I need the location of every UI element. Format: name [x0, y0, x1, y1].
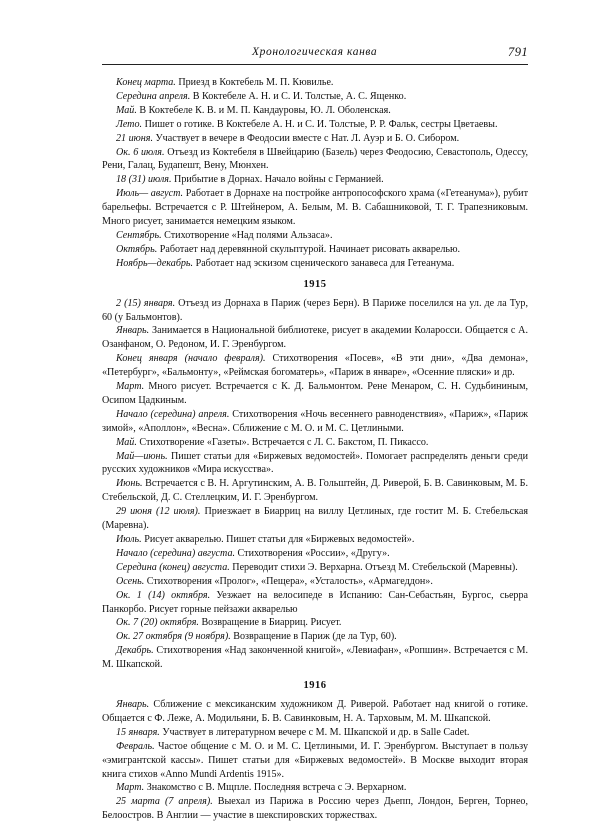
entry-date: Март. — [116, 381, 145, 393]
entry-date: Май. — [116, 104, 137, 116]
chronology-entry — [102, 561, 528, 575]
entry-date: Начало (середина) апреля. — [116, 408, 230, 420]
entry-text: Выехал из Парижа в Россию через Дьепп, Лондон, Берген, Торнео, Белоостров. В Англии — участие в шекспировских торжествах. — [102, 796, 529, 822]
running-header — [102, 44, 528, 64]
entry-text: Возвращение в Биарриц. Рисует. — [198, 617, 342, 629]
entry-date: Середина (конец) августа. — [116, 561, 230, 573]
chronology-entry — [102, 740, 528, 782]
entry-date: Май—июнь. — [116, 450, 168, 462]
entry-text: Сближение с мексиканским художником Д. Риверой. Работает над книгой о готике. Общается с Ф. Леже, А. Модильяни, Б. В. Савинковым, Н. А. Тарховым, М. М. Шкапской. — [102, 698, 528, 724]
entry-date: 29 июня (12 июля). — [116, 506, 201, 518]
entry-text: Прибытие в Дорнах. Начало войны с Германией. — [171, 174, 384, 186]
chronology-entry — [102, 616, 528, 630]
entry-text: Стихотворения «Ночь весеннего равноденствия», «Париж», «Париж зимой», «Аполлон», «Весна». Сближение с М. О. и М. С. Цетлиными. — [102, 408, 529, 434]
chronology-body — [102, 76, 528, 823]
entry-text: Уезжает на велосипеде в Испанию: Сан-Себастьян, Бургос, сьерра Панкорбо. Рисует горные пейзажи акварелью — [102, 589, 528, 615]
chronology-entry — [102, 146, 528, 174]
chronology-entry — [102, 781, 528, 795]
entry-date: Январь. — [116, 698, 150, 710]
entry-date: 21 июня. — [116, 132, 154, 144]
entry-text: Много рисует. Встречается с К. Д. Бальмонтом. Рене Менаром, С. Н. Судьбининым, Осипом Цадкиным. — [102, 381, 528, 406]
chronology-entry — [102, 90, 528, 104]
entry-date: Конец января (начало февраля). — [116, 353, 266, 365]
entry-text: Стихотворение «Газеты». Встречается с Л. С. Бакстом, П. Пикассо. — [136, 436, 429, 448]
entry-date: Декабрь. — [116, 645, 154, 657]
entry-text: Возвращение в Париж (де ла Тур, 60). — [230, 631, 397, 643]
chronology-entry — [102, 76, 528, 90]
entry-text: Пишет статьи для «Биржевых ведомостей». Помогает распределять деньги среди русских художников «Мира искусства». — [102, 450, 528, 476]
entry-text: Стихотворения «Посев», «В эти дни», «Два демона», «Петербург», «Бальмонту», «Реймская богоматерь», «Париж в январе», «Осенние пляски» и др. — [102, 353, 528, 379]
page-number: 791 — [508, 45, 528, 59]
entry-text: Работает над деревянной скульптурой. Начинает рисовать акварелью. — [157, 243, 461, 255]
chronology-entry — [102, 450, 528, 478]
entry-date: Осень. — [116, 575, 145, 587]
chronology-entry — [102, 173, 528, 187]
entry-date: Лето. — [116, 118, 143, 130]
chronology-entry — [102, 505, 528, 533]
chronology-entry — [102, 324, 528, 352]
entry-text: Встречается с В. Н. Аргутинским, А. В. Гольштейн, Д. Риверой, Б. В. Савинковым, М. Б. Стебельской, Д. С. Стеллецким, И. Г. Эренбургом. — [102, 478, 528, 504]
chronology-entry — [102, 547, 528, 561]
entry-date: Октябрь. — [116, 243, 158, 255]
entry-text: Стихотворения «Пролог», «Пещера», «Усталость», «Армагеддон». — [144, 575, 433, 587]
chronology-entry — [102, 436, 528, 450]
chronology-entry — [102, 698, 528, 726]
chronology-entry — [102, 352, 528, 380]
entry-text: Занимается в Национальной библиотеке, рисует в академии Коларосси. Общается с А. Озанфаном, О. Редоном, И. Г. Эренбургом. — [102, 325, 528, 351]
chronology-entry — [102, 589, 528, 617]
entry-date: Май. — [116, 436, 137, 448]
chronology-entry — [102, 118, 528, 132]
entry-date: Февраль. — [116, 740, 155, 752]
entry-text: В Коктебеле А. Н. и С. И. Толстые, А. С. Ященко. — [190, 90, 407, 102]
entry-date: Сентябрь. — [116, 229, 162, 241]
chronology-entry — [102, 726, 528, 740]
entry-date: 15 января. — [116, 726, 160, 738]
entry-date: Июнь. — [116, 478, 143, 490]
chronology-entry — [102, 243, 528, 257]
entry-date: Январь. — [116, 325, 150, 337]
entry-text: В Коктебеле К. В. и М. П. Кандауровы, Ю. Л. Оболенская. — [136, 104, 391, 116]
chronology-entry — [102, 380, 528, 408]
chronology-entry — [102, 104, 528, 118]
year-heading: 1915 — [303, 278, 327, 290]
entry-date: 2 (15) января. — [116, 297, 176, 309]
entry-text: Приезд в Коктебель М. П. Кювилье. — [175, 77, 334, 88]
entry-date: 18 (31) июля. — [116, 174, 172, 186]
entry-text: Стихотворения «России», «Другу». — [235, 547, 390, 559]
entry-text: Отъезд из Коктебеля в Швейцарию (Базель) через Феодосию, Севастополь, Одессу, Рени, Галац, Будапешт, Вену, Мюнхен. — [102, 146, 528, 172]
entry-text: Переводит стихи Э. Верхарна. Отъезд М. Стебельской (Маревны). — [229, 561, 518, 573]
chronology-entry — [102, 297, 528, 325]
entry-date: 25 марта (7 апреля). — [116, 796, 213, 808]
entry-date: Июль— август. — [116, 188, 184, 200]
entry-date: Начало (середина) августа. — [116, 547, 236, 559]
entry-date: Конец марта. — [116, 77, 176, 88]
entry-text: Работает в Дорнахе на постройке антропософского храма («Гетеанума»), рубит барельефы. Встречается с Р. Штейнером, А. Белым, М. В. Сабашниковой, Т. Г. Трапезниковым. Много рисует, занимается немецким языком. — [102, 188, 528, 228]
chronology-entry — [102, 630, 528, 644]
entry-text: Частое общение с М. О. и М. С. Цетлиными, И. Г. Эренбургом. Выступает в пользу «эмигрантской кассы». Пишет статьи для «Биржевых ведомостей». В Москве выходит вторая книга стихов «Anno Mundi Ardentis 1915». — [102, 740, 528, 780]
running-title: Хронологическая канва — [252, 46, 378, 58]
chronology-entry — [102, 477, 528, 505]
chronology-entry — [102, 132, 528, 146]
entry-date: Март. — [116, 782, 145, 794]
chronology-entry — [102, 795, 528, 823]
chronology-entry — [102, 257, 528, 271]
chronology-entry — [102, 187, 528, 229]
entry-text: Работает над эскизом сценического занавеса для Гетеанума. — [193, 257, 455, 269]
chronology-entry — [102, 533, 528, 547]
chronology-entry — [102, 575, 528, 589]
entry-text: Знакомство с В. Мщпле. Последняя встреча с Э. Верхарном. — [144, 782, 407, 794]
entry-text: Рисует акварелью. Пишет статьи для «Биржевых ведомостей». — [141, 534, 415, 545]
entry-date: Середина апреля. — [116, 90, 191, 102]
entry-text: Стихотворения «Над законченной книгой», «Левиафан», «Ропшин». Встречается с М. М. Шкапской. — [102, 645, 528, 671]
entry-text: Пишет о готике. В Коктебеле А. Н. и С. И. Толстые, Р. Р. Фальк, сестры Цветаевы. — [142, 118, 498, 130]
entry-date: Июль. — [116, 534, 142, 545]
entry-date: Ок. 1 (14) октября. — [116, 589, 211, 601]
entry-date: Ок. 6 июля. — [116, 146, 165, 158]
header-rule — [102, 64, 528, 65]
entry-date: Ноябрь—декабрь. — [116, 257, 194, 269]
chronology-entry — [102, 408, 528, 436]
year-heading: 1916 — [303, 680, 327, 692]
entry-text: Участвует в вечере в Феодосии вместе с Нат. Л. Ауэр и Б. О. Сибором. — [153, 132, 460, 144]
chronology-entry — [102, 644, 528, 672]
entry-text: Участвует в литературном вечере с М. М. Шкапской и др. в Salle Cadet. — [159, 726, 470, 738]
entry-date: Ок. 7 (20) октября. — [116, 617, 199, 629]
entry-date: Ок. 27 октября (9 ноября). — [116, 631, 231, 643]
entry-text: Приезжает в Биарриц на виллу Цетлиных, где гостит М. Б. Стебельская (Маревна). — [102, 506, 529, 532]
entry-text: Отъезд из Дорнаха в Париж (через Берн). В Париже поселился на ул. де ла Тур, 60 (у Бальмонтов). — [102, 297, 528, 323]
entry-text: Стихотворение «Над полями Альзаса». — [161, 229, 333, 241]
chronology-entry — [102, 229, 528, 243]
